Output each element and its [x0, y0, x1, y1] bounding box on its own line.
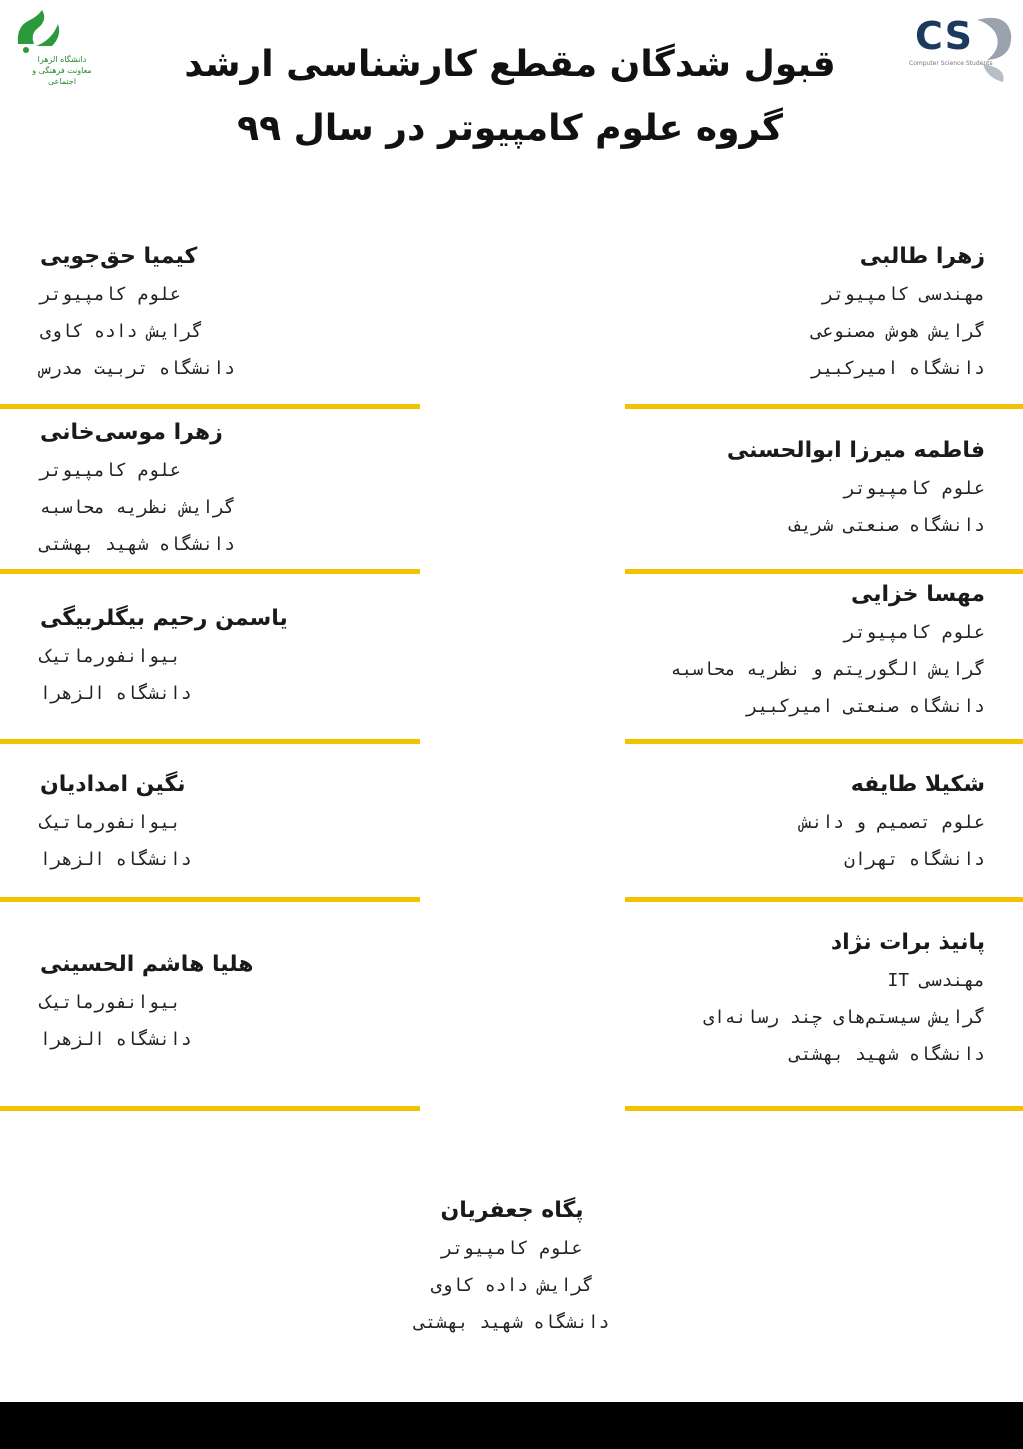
cs-logo: [907, 8, 1017, 86]
entry-line: بیوانفورماتیک: [40, 992, 181, 1013]
divider: [0, 739, 420, 744]
entry-left-5: [40, 946, 253, 1058]
entry-line: گرایش داده کاوی: [40, 321, 203, 342]
entry-left-1: [40, 238, 235, 387]
entry-right-1: [812, 238, 985, 387]
entry-line: گرایش الگوریتم و نظریه محاسبه: [670, 659, 985, 680]
entry-line: علوم کامپیوتر: [40, 460, 181, 481]
entry-line: علوم کامپیوتر: [844, 478, 985, 499]
divider: [625, 569, 1023, 574]
entry-line: گرایش سیستم‌های چند رسانه‌ای: [703, 1007, 985, 1028]
entry-line: دانشگاه شهید بهشتی: [789, 1044, 985, 1065]
entry-left-2: [40, 414, 235, 563]
entry-left-4: [40, 766, 192, 878]
divider: [625, 404, 1023, 409]
student-name: شکیلا طایفه: [850, 772, 985, 797]
entry-line: گرایش داده کاوی: [430, 1275, 594, 1296]
entry-right-5: [703, 924, 985, 1073]
student-name: زهرا طالبی: [859, 244, 985, 269]
divider: [0, 404, 420, 409]
divider: [0, 569, 420, 574]
entry-line: مهندسی کامپیوتر: [822, 284, 985, 305]
entry-line: دانشگاه صنعتی شریف: [789, 515, 985, 536]
entry-line: مهندسی IT: [887, 970, 985, 991]
entry-line: دانشگاه الزهرا: [40, 683, 192, 704]
cs-logo-text: CS: [915, 14, 973, 58]
page-title-line1: قبول شدگان مقطع کارشناسی ارشد: [184, 44, 836, 85]
logo-left-line2: معاونت فرهنگی و اجتماعی: [32, 66, 92, 86]
entry-line: علوم تصمیم و دانش: [800, 812, 985, 833]
student-name: هلیا هاشم الحسینی: [40, 952, 254, 977]
entry-line: دانشگاه الزهرا: [40, 849, 192, 870]
divider: [625, 897, 1023, 902]
student-name: نگین امدادیان: [40, 772, 186, 797]
divider: [625, 1106, 1023, 1111]
student-name: یاسمن رحیم بیگلربیگی: [40, 606, 288, 631]
entry-line: گرایش هوش مصنوعی: [811, 321, 985, 342]
divider: [0, 1106, 420, 1111]
entry-center: [312, 1192, 712, 1341]
entry-line: دانشگاه تربیت مدرس: [40, 358, 236, 379]
entry-line: دانشگاه امیرکبیر: [811, 358, 985, 379]
divider: [0, 897, 420, 902]
logo-left-line1: دانشگاه الزهرا: [37, 55, 87, 64]
entry-line: علوم کامپیوتر: [844, 622, 985, 643]
divider: [625, 739, 1023, 744]
university-logo: [8, 6, 108, 96]
entry-line: دانشگاه شهید بهشتی: [414, 1312, 610, 1333]
cs-logo-subtitle: Computer Science Students: [909, 60, 993, 67]
entry-line: بیوانفورماتیک: [40, 646, 181, 667]
entry-line: علوم کامپیوتر: [441, 1238, 583, 1259]
entry-line: دانشگاه شهید بهشتی: [40, 534, 236, 555]
student-name: پگاه جعفریان: [440, 1198, 584, 1223]
entry-line: دانشگاه صنعتی امیرکبیر: [746, 696, 985, 717]
entry-right-2: [727, 432, 985, 544]
student-name: کیمیا حق‌جویی: [40, 244, 198, 269]
entry-line: علوم کامپیوتر: [40, 284, 181, 305]
entry-line: دانشگاه تهران: [844, 849, 985, 870]
alzahra-logo-icon: [8, 6, 68, 56]
student-name: فاطمه میرزا ابوالحسنی: [726, 438, 985, 463]
student-name: مهسا خزایی: [850, 582, 985, 607]
entry-right-3: [671, 576, 985, 725]
entry-right-4: [801, 766, 985, 878]
student-name: زهرا موسی‌خانی: [40, 420, 223, 445]
entry-line: بیوانفورماتیک: [40, 812, 181, 833]
footer-bar: [0, 1402, 1023, 1449]
entry-left-3: [40, 600, 288, 712]
page-title-line2: گروه علوم کامپیوتر در سال ۹۹: [237, 108, 783, 149]
entry-line: گرایش نظریه محاسبه: [40, 497, 236, 518]
entry-line: دانشگاه الزهرا: [40, 1029, 192, 1050]
student-name: پانیذ برات نژاد: [830, 930, 985, 955]
